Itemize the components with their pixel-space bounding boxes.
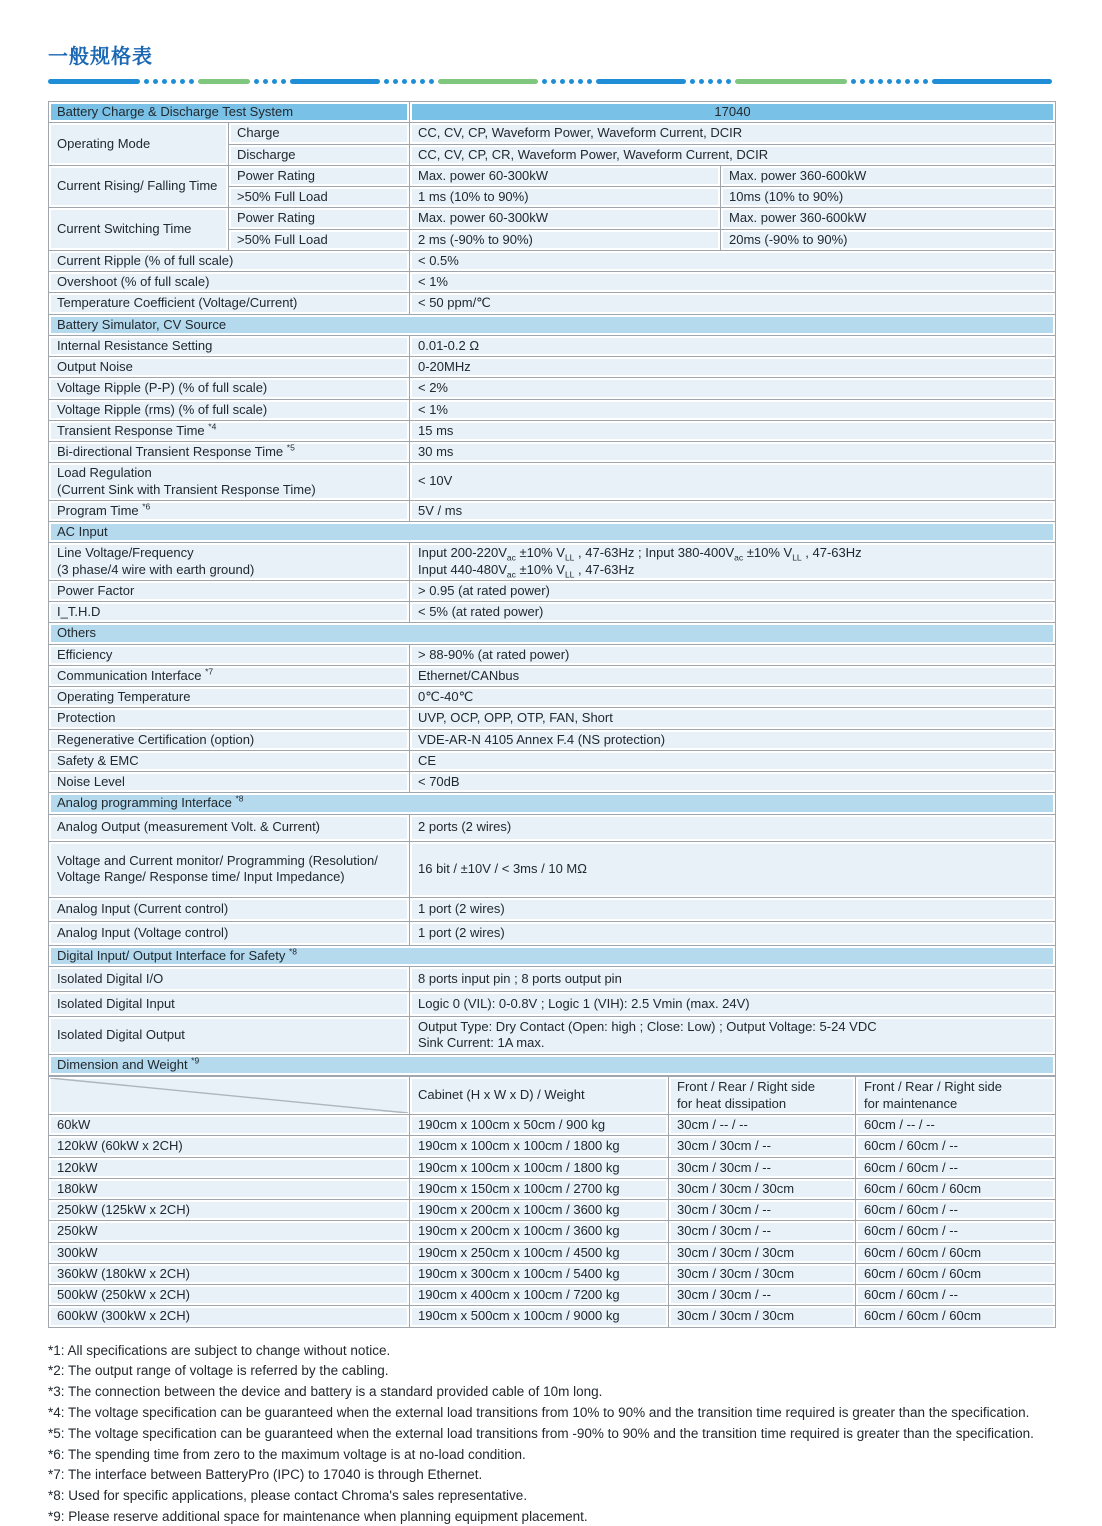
spec-cell: 190cm x 100cm x 50cm / 900 kg bbox=[410, 1115, 669, 1136]
spec-cell: CE bbox=[410, 750, 1056, 771]
spec-cell: >50% Full Load bbox=[229, 187, 410, 208]
footnote: *6: The spending time from zero to the maximum voltage is at no-load condition. bbox=[48, 1446, 526, 1462]
spec-cell: > 0.95 (at rated power) bbox=[410, 580, 1056, 601]
spec-cell: 30cm / -- / -- bbox=[669, 1115, 856, 1136]
spec-cell: 30cm / 30cm / 30cm bbox=[669, 1242, 856, 1263]
footnotes-list bbox=[48, 1342, 1055, 1526]
spec-cell: Operating Mode bbox=[49, 123, 229, 166]
footnote: *1: All specifications are subject to change without notice. bbox=[48, 1342, 391, 1358]
spec-cell: 15 ms bbox=[410, 420, 1056, 441]
divider-dot bbox=[726, 79, 731, 84]
spec-cell: Discharge bbox=[229, 144, 410, 165]
spec-cell: < 1% bbox=[410, 272, 1056, 293]
spec-cell: Analog Input (Current control) bbox=[49, 897, 410, 921]
footnote: *7: The interface between BatteryPro (IPC) to 17040 is through Ethernet. bbox=[48, 1467, 483, 1483]
section-header-cell: Analog programming Interface $^{*8}$ bbox=[49, 793, 1056, 814]
divider-dot bbox=[281, 79, 286, 84]
spec-cell: < 5% (at rated power) bbox=[410, 602, 1056, 623]
spec-cell: 500kW (250kW x 2CH) bbox=[49, 1285, 410, 1306]
divider-dot bbox=[690, 79, 695, 84]
spec-cell: Safety & EMC bbox=[49, 750, 410, 771]
divider-dash bbox=[198, 79, 250, 84]
divider-dash bbox=[596, 79, 686, 84]
page-title: 一般规格表 bbox=[48, 46, 153, 68]
divider-dot bbox=[717, 79, 722, 84]
divider-dot bbox=[914, 79, 919, 84]
divider-dot bbox=[923, 79, 928, 84]
spec-cell: Efficiency bbox=[49, 644, 410, 665]
divider-dot bbox=[869, 79, 874, 84]
spec-cell: Front / Rear / Right side for maintenance bbox=[856, 1077, 1056, 1115]
divider-dot bbox=[542, 79, 547, 84]
spec-cell: Load Regulation (Current Sink with Transient Response Time) bbox=[49, 463, 410, 501]
divider-dot bbox=[860, 79, 865, 84]
spec-cell: Current Ripple (% of full scale) bbox=[49, 250, 410, 271]
spec-cell: Current Switching Time bbox=[49, 208, 229, 251]
divider-dot bbox=[153, 79, 158, 84]
spec-cell: 190cm x 100cm x 100cm / 1800 kg bbox=[410, 1157, 669, 1178]
spec-cell: 1 port (2 wires) bbox=[410, 921, 1056, 945]
spec-cell: Temperature Coefficient (Voltage/Current) bbox=[49, 293, 410, 314]
spec-cell: 190cm x 250cm x 100cm / 4500 kg bbox=[410, 1242, 669, 1263]
spec-cell: Max. power 60-300kW bbox=[410, 208, 721, 229]
spec-cell: Noise Level bbox=[49, 772, 410, 793]
divider-dot bbox=[587, 79, 592, 84]
spec-cell: Ethernet/CANbus bbox=[410, 665, 1056, 686]
spec-cell: 60cm / 60cm / -- bbox=[856, 1285, 1056, 1306]
spec-cell: 60cm / 60cm / -- bbox=[856, 1200, 1056, 1221]
spec-cell: 30cm / 30cm / -- bbox=[669, 1157, 856, 1178]
spec-cell: 600kW (300kW x 2CH) bbox=[49, 1306, 410, 1327]
spec-cell: 60cm / 60cm / -- bbox=[856, 1221, 1056, 1242]
spec-cell: 250kW (125kW x 2CH) bbox=[49, 1200, 410, 1221]
spec-cell: 60cm / 60cm / 60cm bbox=[856, 1263, 1056, 1284]
spec-cell: 190cm x 400cm x 100cm / 7200 kg bbox=[410, 1285, 669, 1306]
spec-cell: Operating Temperature bbox=[49, 687, 410, 708]
divider-dot bbox=[851, 79, 856, 84]
spec-cell: 360kW (180kW x 2CH) bbox=[49, 1263, 410, 1284]
spec-cell: 190cm x 500cm x 100cm / 9000 kg bbox=[410, 1306, 669, 1327]
divider-dash bbox=[48, 79, 140, 84]
footnote: *2: The output range of voltage is referred by the cabling. bbox=[48, 1363, 389, 1379]
spec-cell: Voltage Ripple (rms) (% of full scale) bbox=[49, 399, 410, 420]
spec-cell: Power Rating bbox=[229, 208, 410, 229]
spec-cell: 180kW bbox=[49, 1178, 410, 1199]
footnote: *5: The voltage specification can be guaranteed when the external load transitions from -90% to 90% and the transition time required is greater than the specification. bbox=[48, 1425, 1034, 1441]
spec-cell: 300kW bbox=[49, 1242, 410, 1263]
divider-dot bbox=[189, 79, 194, 84]
spec-cell: Bi-directional Transient Response Time $^{*5}$ bbox=[49, 442, 410, 463]
spec-cell: Voltage Ripple (P-P) (% of full scale) bbox=[49, 378, 410, 399]
diagonal-cell bbox=[49, 1077, 410, 1115]
spec-cell: Internal Resistance Setting bbox=[49, 335, 410, 356]
spec-cell: Power Rating bbox=[229, 165, 410, 186]
spec-cell: Power Factor bbox=[49, 580, 410, 601]
divider-dot bbox=[708, 79, 713, 84]
spec-cell: 190cm x 200cm x 100cm / 3600 kg bbox=[410, 1221, 669, 1242]
spec-cell: 30cm / 30cm / -- bbox=[669, 1200, 856, 1221]
footnote: *3: The connection between the device and battery is a standard provided cable of 10m long. bbox=[48, 1384, 603, 1400]
spec-cell: UVP, OCP, OPP, OTP, FAN, Short bbox=[410, 708, 1056, 729]
spec-cell: Program Time $^{*6}$ bbox=[49, 500, 410, 521]
footnote: *4: The voltage specification can be guaranteed when the external load transitions from 10% to 90% and the transition time required is greater than the specification. bbox=[48, 1404, 1030, 1420]
spec-cell: 60kW bbox=[49, 1115, 410, 1136]
spec-cell: 30cm / 30cm / 30cm bbox=[669, 1306, 856, 1327]
section-header-cell: Battery Simulator, CV Source bbox=[49, 314, 1056, 335]
spec-cell: VDE-AR-N 4105 Annex F.4 (NS protection) bbox=[410, 729, 1056, 750]
divider-dash bbox=[438, 79, 538, 84]
spec-cell: 190cm x 150cm x 100cm / 2700 kg bbox=[410, 1178, 669, 1199]
spec-cell: 60cm / 60cm / 60cm bbox=[856, 1306, 1056, 1327]
divider-dot bbox=[171, 79, 176, 84]
divider-dot bbox=[429, 79, 434, 84]
spec-cell: 190cm x 200cm x 100cm / 3600 kg bbox=[410, 1200, 669, 1221]
spec-cell: CC, CV, CP, Waveform Power, Waveform Current, DCIR bbox=[410, 123, 1056, 144]
spec-cell: < 50 ppm/℃ bbox=[410, 293, 1056, 314]
spec-cell: Output Type: Dry Contact (Open: high ; Close: Low) ; Output Voltage: 5-24 VDC Sink Current: 1A max. bbox=[410, 1016, 1056, 1054]
spec-cell: Analog Output (measurement Volt. & Current) bbox=[49, 814, 410, 841]
divider-dot bbox=[162, 79, 167, 84]
spec-cell: 30cm / 30cm / 30cm bbox=[669, 1178, 856, 1199]
spec-cell: 120kW bbox=[49, 1157, 410, 1178]
divider-dot bbox=[420, 79, 425, 84]
divider-dot bbox=[263, 79, 268, 84]
spec-cell: Current Rising/ Falling Time bbox=[49, 165, 229, 208]
divider-dot bbox=[254, 79, 259, 84]
section-header-cell: Dimension and Weight $^{*9}$ bbox=[49, 1054, 1056, 1075]
spec-cell: Charge bbox=[229, 123, 410, 144]
spec-cell: Transient Response Time $^{*4}$ bbox=[49, 420, 410, 441]
spec-cell: Regenerative Certification (option) bbox=[49, 729, 410, 750]
divider-dot bbox=[393, 79, 398, 84]
spec-cell: Isolated Digital Output bbox=[49, 1016, 410, 1054]
spec-cell: 1 ms (10% to 90%) bbox=[410, 187, 721, 208]
spec-cell: >50% Full Load bbox=[229, 229, 410, 250]
divider-dot bbox=[896, 79, 901, 84]
section-header-cell: AC Input bbox=[49, 522, 1056, 543]
spec-cell: 190cm x 100cm x 100cm / 1800 kg bbox=[410, 1136, 669, 1157]
decorative-divider bbox=[48, 78, 1055, 84]
spec-cell: Analog Input (Voltage control) bbox=[49, 921, 410, 945]
divider-dot bbox=[878, 79, 883, 84]
spec-cell: 0℃-40℃ bbox=[410, 687, 1056, 708]
spec-cell: 190cm x 300cm x 100cm / 5400 kg bbox=[410, 1263, 669, 1284]
spec-cell: < 10V bbox=[410, 463, 1056, 501]
spec-cell: Max. power 360-600kW bbox=[721, 208, 1056, 229]
spec-cell: Max. power 360-600kW bbox=[721, 165, 1056, 186]
spec-cell: 60cm / -- / -- bbox=[856, 1115, 1056, 1136]
spec-cell: 0.01-0.2 Ω bbox=[410, 335, 1056, 356]
divider-dot bbox=[272, 79, 277, 84]
spec-cell: 0-20MHz bbox=[410, 357, 1056, 378]
divider-dash bbox=[932, 79, 1052, 84]
spec-cell: 30cm / 30cm / -- bbox=[669, 1285, 856, 1306]
footnote: *9: Please reserve additional space for maintenance when planning equipment placement. bbox=[48, 1509, 588, 1524]
divider-dot bbox=[578, 79, 583, 84]
spec-cell: Isolated Digital Input bbox=[49, 991, 410, 1016]
general-spec-table bbox=[48, 101, 1056, 1076]
divider-dot bbox=[402, 79, 407, 84]
spec-cell: 5V / ms bbox=[410, 500, 1056, 521]
spec-cell: CC, CV, CP, CR, Waveform Power, Waveform Current, DCIR bbox=[410, 144, 1056, 165]
spec-cell: 16 bit / ±10V / < 3ms / 10 MΩ bbox=[410, 841, 1056, 897]
divider-dot bbox=[551, 79, 556, 84]
divider-dot bbox=[144, 79, 149, 84]
spec-cell: Overshoot (% of full scale) bbox=[49, 272, 410, 293]
spec-cell: 60cm / 60cm / 60cm bbox=[856, 1242, 1056, 1263]
spec-cell: Logic 0 (VIL): 0-0.8V ; Logic 1 (VIH): 2.5 Vmin (max. 24V) bbox=[410, 991, 1056, 1016]
table-title-cell: Battery Charge & Discharge Test System bbox=[49, 102, 410, 123]
spec-cell: Cabinet (H x W x D) / Weight bbox=[410, 1077, 669, 1115]
divider-dot bbox=[560, 79, 565, 84]
divider-dot bbox=[905, 79, 910, 84]
spec-cell: 120kW (60kW x 2CH) bbox=[49, 1136, 410, 1157]
section-header-cell: Digital Input/ Output Interface for Safety $^{*8}$ bbox=[49, 945, 1056, 966]
spec-cell: 20ms (-90% to 90%) bbox=[721, 229, 1056, 250]
spec-cell: Protection bbox=[49, 708, 410, 729]
spec-cell: 8 ports input pin ; 8 ports output pin bbox=[410, 966, 1056, 991]
spec-cell: 250kW bbox=[49, 1221, 410, 1242]
footnote: *8: Used for specific applications, please contact Chroma's sales representative. bbox=[48, 1488, 528, 1504]
spec-cell: < 70dB bbox=[410, 772, 1056, 793]
spec-cell: Output Noise bbox=[49, 357, 410, 378]
spec-cell: 30 ms bbox=[410, 442, 1056, 463]
divider-dash bbox=[735, 79, 847, 84]
spec-cell: Isolated Digital I/O bbox=[49, 966, 410, 991]
spec-cell: 30cm / 30cm / -- bbox=[669, 1221, 856, 1242]
spec-cell: 2 ports (2 wires) bbox=[410, 814, 1056, 841]
spec-cell: I_T.H.D bbox=[49, 602, 410, 623]
divider-dot bbox=[411, 79, 416, 84]
divider-dot bbox=[569, 79, 574, 84]
model-number-cell: 17040 bbox=[410, 102, 1056, 123]
divider-dot bbox=[887, 79, 892, 84]
section-header-cell: Others bbox=[49, 623, 1056, 644]
spec-cell: 10ms (10% to 90%) bbox=[721, 187, 1056, 208]
spec-cell: 60cm / 60cm / -- bbox=[856, 1136, 1056, 1157]
spec-cell: 1 port (2 wires) bbox=[410, 897, 1056, 921]
spec-cell: Line Voltage/Frequency (3 phase/4 wire with earth ground) bbox=[49, 543, 410, 581]
spec-cell: 60cm / 60cm / 60cm bbox=[856, 1178, 1056, 1199]
spec-cell: 30cm / 30cm / -- bbox=[669, 1136, 856, 1157]
spec-cell: 60cm / 60cm / -- bbox=[856, 1157, 1056, 1178]
divider-dot bbox=[699, 79, 704, 84]
divider-dot bbox=[180, 79, 185, 84]
spec-cell: Communication Interface $^{*7}$ bbox=[49, 665, 410, 686]
spec-cell: Max. power 60-300kW bbox=[410, 165, 721, 186]
divider-dash bbox=[290, 79, 380, 84]
spec-cell: Voltage and Current monitor/ Programming (Resolution/ Voltage Range/ Response time/ Input Impedance) bbox=[49, 841, 410, 897]
spec-cell: < 0.5% bbox=[410, 250, 1056, 271]
divider-dot bbox=[384, 79, 389, 84]
spec-cell: < 2% bbox=[410, 378, 1056, 399]
spec-cell: < 1% bbox=[410, 399, 1056, 420]
dimension-weight-table bbox=[48, 1076, 1056, 1328]
spec-cell: 2 ms (-90% to 90%) bbox=[410, 229, 721, 250]
diagonal-line bbox=[50, 1078, 408, 1113]
spec-cell: Front / Rear / Right side for heat dissipation bbox=[669, 1077, 856, 1115]
spec-cell: Input $200-220V_{ac} \pm 10\%$ $V_{LL}$ , 47-63Hz ; Input $380-400V_{ac} \pm 10\%$ $V_{LL}$ , 47-63Hz Input $440-480V_{ac} \pm 10\%$ $V_{LL}$ , 47-63Hz bbox=[410, 543, 1056, 581]
spec-cell: 30cm / 30cm / 30cm bbox=[669, 1263, 856, 1284]
spec-cell: > 88-90% (at rated power) bbox=[410, 644, 1056, 665]
